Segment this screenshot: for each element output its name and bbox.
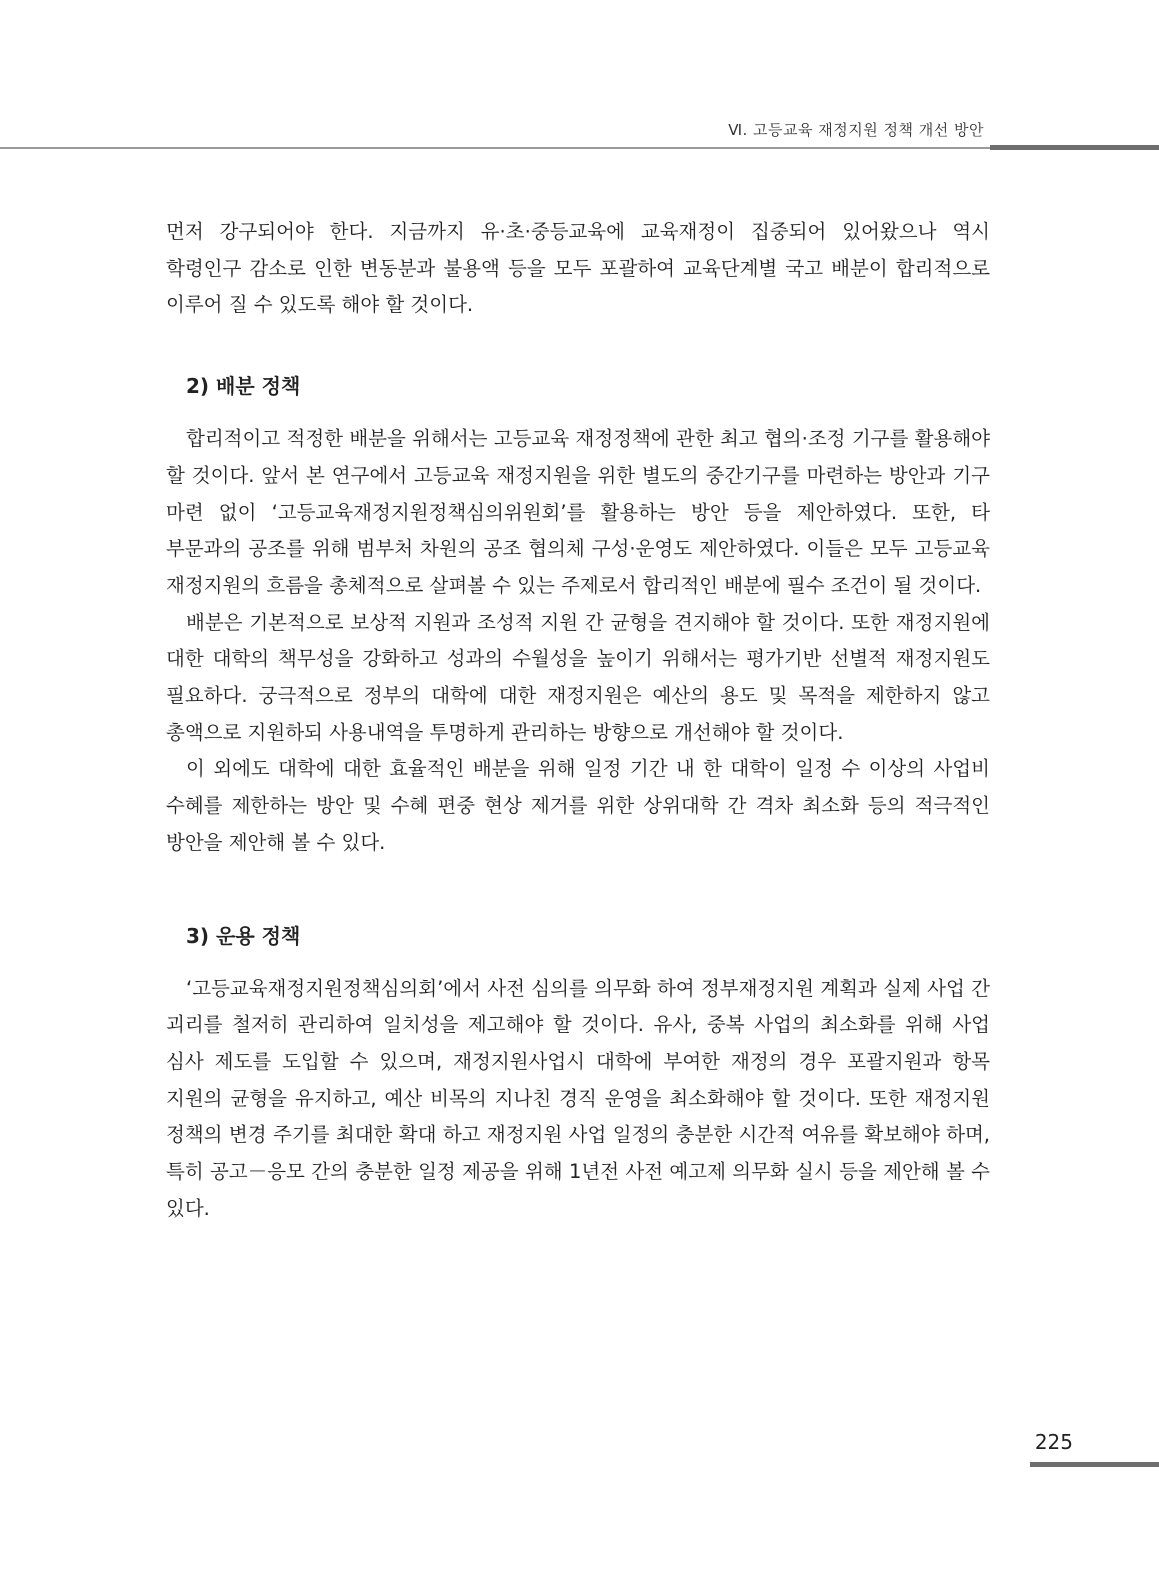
header-rule (0, 147, 990, 149)
page-number: 225 (1034, 1430, 1073, 1454)
section-heading-allocation-policy: 2) 배분 정책 (186, 374, 301, 399)
running-header: Ⅵ. 고등교육 재정지원 정책 개선 방안 (728, 121, 984, 139)
allocation-paragraph-3: 이 외에도 대학에 대한 효율적인 배분을 위해 일정 기간 내 한 대학이 일정 수 이상의 사업비 수혜를 제한하는 방안 및 수혜 편중 현상 제거를 위한 상위대학 간 격차 최소화 등의 적극적인 방안을 제안해 볼 수 있다. (166, 757, 990, 854)
section-heading-operation-policy: 3) 운용 정책 (186, 923, 301, 948)
header-rule-accent (990, 145, 1159, 150)
allocation-paragraph-1: 합리적이고 적정한 배분을 위해서는 고등교육 재정정책에 관한 최고 협의·조정 기구를 활용해야 할 것이다. 앞서 본 연구에서 고등교육 재정지원을 위한 별도의 중간기구를 마련하는 방안과 기구 마련 없이 ‘고등교육재정지원정책심의위원회’를 활용하는 방안 등을 제안하였다. 또한, 타 부문과의 공조를 위해 범부처 차원의 공조 협의체 구성·운영도 제안하였다. 이들은 모두 고등교육 재정지원의 흐름을 총체적으로 살펴볼 수 있는 주제로서 합리적인 배분에 필수 조건이 될 것이다. (166, 427, 990, 597)
page-body (166, 214, 990, 1227)
operation-paragraph-1: ‘고등교육재정지원정책심의회’에서 사전 심의를 의무화 하여 정부재정지원 계획과 실제 사업 간 괴리를 철저히 관리하여 일치성을 제고해야 할 것이다. 유사, 중복 사업의 최소화를 위해 사업 심사 제도를 도입할 수 있으며, 재정지원사업시 대학에 부여한 재정의 경우 포괄지원과 항목 지원의 균형을 유지하고, 예산 비목의 지나친 경직 운영을 최소화해야 할 것이다. 또한 재정지원 정책의 변경 주기를 최대한 확대 하고 재정지원 사업 일정의 충분한 시간적 여유를 확보해야 하며, 특히 공고－응모 간의 충분한 일정 제공을 위해 1년전 사전 예고제 의무화 실시 등을 제안해 볼 수 있다. (166, 976, 990, 1220)
footer-rule (1030, 1462, 1159, 1467)
intro-paragraph: 먼저 강구되어야 한다. 지금까지 유·초·중등교육에 교육재정이 집중되어 있어왔으나 역시 학령인구 감소로 인한 변동분과 불용액 등을 모두 포괄하여 교육단계별 국고 배분이 합리적으로 이루어 질 수 있도록 해야 할 것이다. (166, 220, 990, 317)
allocation-paragraph-2: 배분은 기본적으로 보상적 지원과 조성적 지원 간 균형을 견지해야 할 것이다. 또한 재정지원에 대한 대학의 책무성을 강화하고 성과의 수월성을 높이기 위해서는 평가기반 선별적 재정지원도 필요하다. 궁극적으로 정부의 대학에 대한 재정지원은 예산의 용도 및 목적을 제한하지 않고 총액으로 지원하되 사용내역을 투명하게 관리하는 방향으로 개선해야 할 것이다. (166, 610, 990, 744)
